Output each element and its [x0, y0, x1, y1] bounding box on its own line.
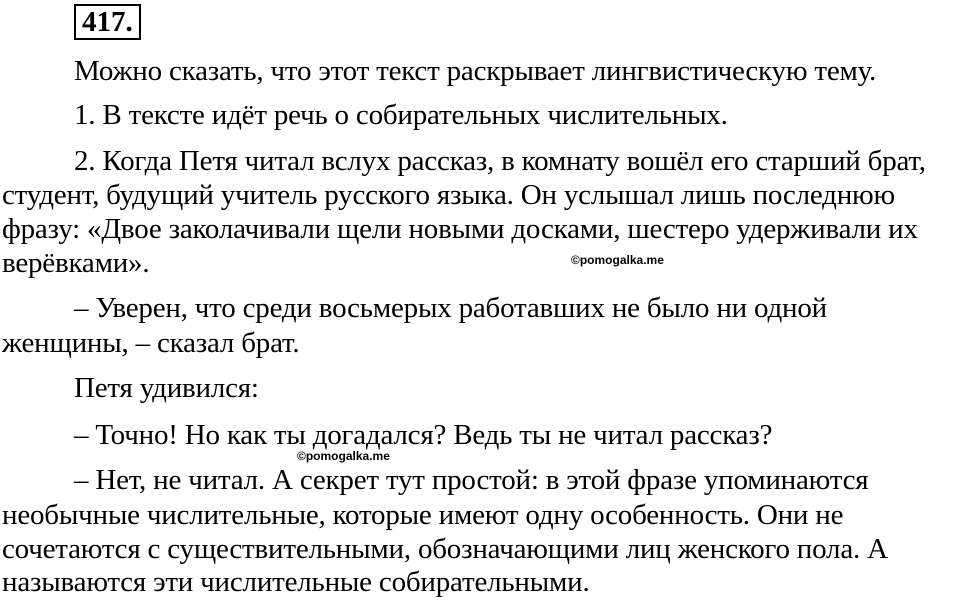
watermark: ©pomogalka.me [297, 449, 390, 463]
text-line: студент, будущий учитель русского языка. Он услышал лишь последнюю [2, 179, 895, 211]
text-line: сочетаются с существительными, обозначающими лиц женского пола. А [2, 533, 888, 565]
text-line: называются эти числительные собирательными. [2, 566, 590, 598]
text-line: женщины, – сказал брат. [2, 327, 300, 359]
text-line: – Уверен, что среди восьмерых работавших не было ни одной [74, 292, 827, 324]
text-line: 2. Когда Петя читал вслух рассказ, в комнату вошёл его старший брат, [74, 145, 926, 177]
text-line: 1. В тексте идёт речь о собирательных числительных. [74, 99, 728, 131]
text-line: Петя удивился: [74, 372, 259, 404]
text-line: Можно сказать, что этот текст раскрывает лингвистическую тему. [74, 55, 877, 87]
text-line: фразу: «Двое заколачивали щели новыми досками, шестеро удерживали их [2, 213, 918, 245]
text-line: – Точно! Но как ты догадался? Ведь ты не читал рассказ? [74, 419, 773, 451]
text-line: необычные числительные, которые имеют одну особенность. Они не [2, 499, 844, 531]
text-line: – Нет, не читал. А секрет тут простой: в этой фразе упоминаются [74, 464, 869, 496]
text-line: верёвками». [2, 247, 150, 279]
exercise-number-box: 417. [74, 4, 141, 40]
watermark: ©pomogalka.me [571, 253, 664, 267]
